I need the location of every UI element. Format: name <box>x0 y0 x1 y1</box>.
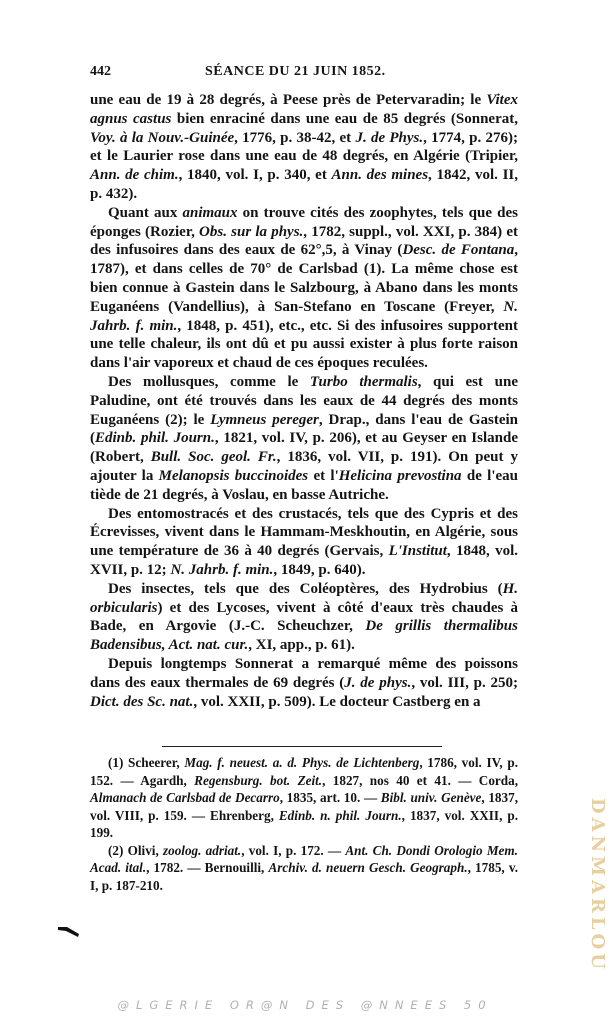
paragraph <box>90 373 518 505</box>
text-run: , 1787), et dans celles de 70° de Carlsbad (1). La même chose est bien connue à Gastein dans le Salzbourg, à Abano dans les monts Euganéens (Vandellius), à San-Stefano en Toscane (Freyer, <box>90 242 518 315</box>
italic-citation: De grillis thermalibus Badensibus, Act. nat. cur. <box>90 618 518 654</box>
text-run: Des mollusques, comme le <box>108 373 310 390</box>
italic-citation: Lymneus pereger <box>210 411 319 428</box>
text-run: , 1821, vol. IV, p. 206), et au Geyser en Islande (Robert, <box>90 430 518 466</box>
text-run: (2) Olivi, <box>108 842 163 858</box>
paragraph <box>90 580 518 655</box>
paragraph <box>90 91 518 204</box>
italic-citation: zoolog. adriat. <box>162 842 242 858</box>
italic-citation: Mag. f. neuest. a. d. Phys. de Lichtenberg <box>184 755 420 770</box>
text-run: , vol. XXII, p. 509). Le docteur Castberg en a <box>193 693 481 710</box>
text-run: , XI, app., p. 61). <box>248 637 355 654</box>
text-run: , 1837, vol. VIII, p. 159. — Ehrenberg, <box>90 790 519 823</box>
text-run: , 1848, vol. XVII, p. 12; <box>90 543 518 578</box>
italic-citation: Edinb. phil. Journ. <box>95 430 215 447</box>
italic-citation: Vitex agnus castus <box>90 92 518 127</box>
page-header <box>0 64 610 90</box>
text-run: , 1827, nos 40 et 41. — Corda, <box>322 772 518 788</box>
text-run: de l'eau tiède de 21 degrés, à Voslau, en basse Autriche. <box>90 467 518 503</box>
bottom-watermark-stamp: @LGERIE OR@N DES @NNEES 50 <box>117 998 493 1012</box>
text-run: , 1840, vol. I, p. 340, et <box>178 167 332 184</box>
text-run: , 1776, p. 38-42, et <box>234 129 356 146</box>
text-run: , vol. III, p. 250; <box>411 674 518 691</box>
italic-citation: Bibl. univ. Genève <box>380 790 482 805</box>
italic-citation: Dict. des Sc. nat. <box>90 693 194 710</box>
text-run: , 1785, v. I, p. 187-210. <box>90 860 518 893</box>
text-run: , 1786, vol. IV, p. 152. — Agardh, <box>90 755 519 788</box>
text-run: , vol. I, p. 172. — <box>241 842 346 858</box>
italic-citation: Helicina prevostina <box>338 467 462 484</box>
text-run: Des insectes, tels que des Coléoptères, des Hydrobius ( <box>108 580 503 597</box>
paragraph <box>90 505 518 580</box>
italic-citation: Ant. Ch. Dondi Orologio Mem. Acad. ital. <box>90 842 518 875</box>
text-run: , 1848, p. 451), etc., etc. Si des infusoires supportent une telle chaleur, ils ont dû et pu aussi exister à plus forte raison dans l'air vaporeux et chaud de ces époques reculées. <box>90 317 518 372</box>
italic-citation: animaux <box>182 204 238 221</box>
italic-citation: H. orbicularis <box>90 580 518 616</box>
text-run: Quant aux <box>108 204 183 221</box>
italic-citation: Melanopsis buccinoides <box>158 467 309 484</box>
text-run: (1) Scheerer, <box>108 755 185 770</box>
italic-citation: L'Institut <box>388 543 447 560</box>
text-run: , 1782, suppl., vol. XXI, p. 384) et des infusoires dans des eaux de 62°,5, à Vinay ( <box>90 223 518 259</box>
text-run: , 1842, vol. II, p. 432). <box>90 167 519 202</box>
italic-citation: N. Jahrb. f. min. <box>170 561 274 578</box>
text-run: bien enraciné dans une eau de 85 degrés (Sonnerat, <box>171 110 518 127</box>
italic-citation: Ann. des mines <box>331 167 429 184</box>
page-number: 442 <box>90 64 111 79</box>
ink-mark-icon <box>58 925 80 939</box>
italic-citation: Archiv. d. neuern Gesch. Geograph. <box>268 860 468 875</box>
italic-citation: Turbo thermalis <box>309 373 418 390</box>
footnote-rule <box>162 746 442 747</box>
italic-citation: Regensburg. bot. Zeit. <box>194 772 323 788</box>
italic-citation: Voy. à la Nouv.-Guinée <box>90 129 235 146</box>
italic-citation: Ann. de chim. <box>90 167 179 184</box>
italic-citation: Bull. Soc. geol. Fr. <box>150 449 277 466</box>
text-run: , Drap., dans l'eau de Gastein ( <box>90 411 519 447</box>
text-run: , 1782. — Bernouilli, <box>146 860 269 875</box>
italic-citation: N. Jahrb. f. min. <box>90 298 518 334</box>
italic-citation: Edinb. n. phil. Journ. <box>278 807 402 823</box>
text-run: , 1835, art. 10. — <box>279 790 381 805</box>
body-text <box>90 91 518 711</box>
text-run: , 1836, vol. VII, p. 191). On peut y ajouter la <box>90 449 518 484</box>
paragraph <box>90 655 518 711</box>
text-run: , qui est une Paludine, ont été trouvés dans les eaux de 44 degrés des monts Euganéens (2); le <box>90 373 518 428</box>
footnotes <box>90 754 518 894</box>
paragraph <box>90 204 518 373</box>
italic-citation: Almanach de Carlsbad de Decarro <box>90 790 280 805</box>
italic-citation: Obs. sur la phys. <box>199 223 304 240</box>
side-watermark-stamp: DANMARLOU <box>587 797 608 973</box>
text-run: Des entomostracés et des crustacés, tels que des Cypris et des Écrevisses, vivent dans le Hammam-Meskhoutin, en Algérie, sous une température de 36 à 40 degrés (Gervais, <box>90 505 518 560</box>
text-run: , 1774, p. 276); et le Laurier rose dans une eau de 48 degrés, en Algérie (Tripier, <box>90 129 518 165</box>
text-run: on trouve cités des zoophytes, tels que des éponges (Rozier, <box>90 204 518 240</box>
running-title: SÉANCE DU 21 JUIN 1852. <box>205 64 386 79</box>
text-run: , 1837, vol. XXII, p. 199. <box>90 807 518 840</box>
text-run: Depuis longtemps Sonnerat a remarqué même des poissons dans des eaux thermales de 69 degrés ( <box>90 655 518 691</box>
text-run: ) et des Lycoses, vivent à côté d'eaux très chaudes à Bade, en Argovie (J.-C. Scheuchzer, <box>90 599 518 635</box>
italic-citation: J. de Phys. <box>355 129 424 146</box>
italic-citation: Desc. de Fontana <box>402 242 515 259</box>
text-run: , 1849, p. 640). <box>273 561 366 578</box>
footnote <box>90 754 518 842</box>
text-run: une eau de 19 à 28 degrés, à Peese près de Petervaradin; le <box>90 92 487 108</box>
footnote <box>90 842 518 895</box>
italic-citation: J. de phys. <box>344 674 412 691</box>
text-run: et l' <box>308 467 339 484</box>
